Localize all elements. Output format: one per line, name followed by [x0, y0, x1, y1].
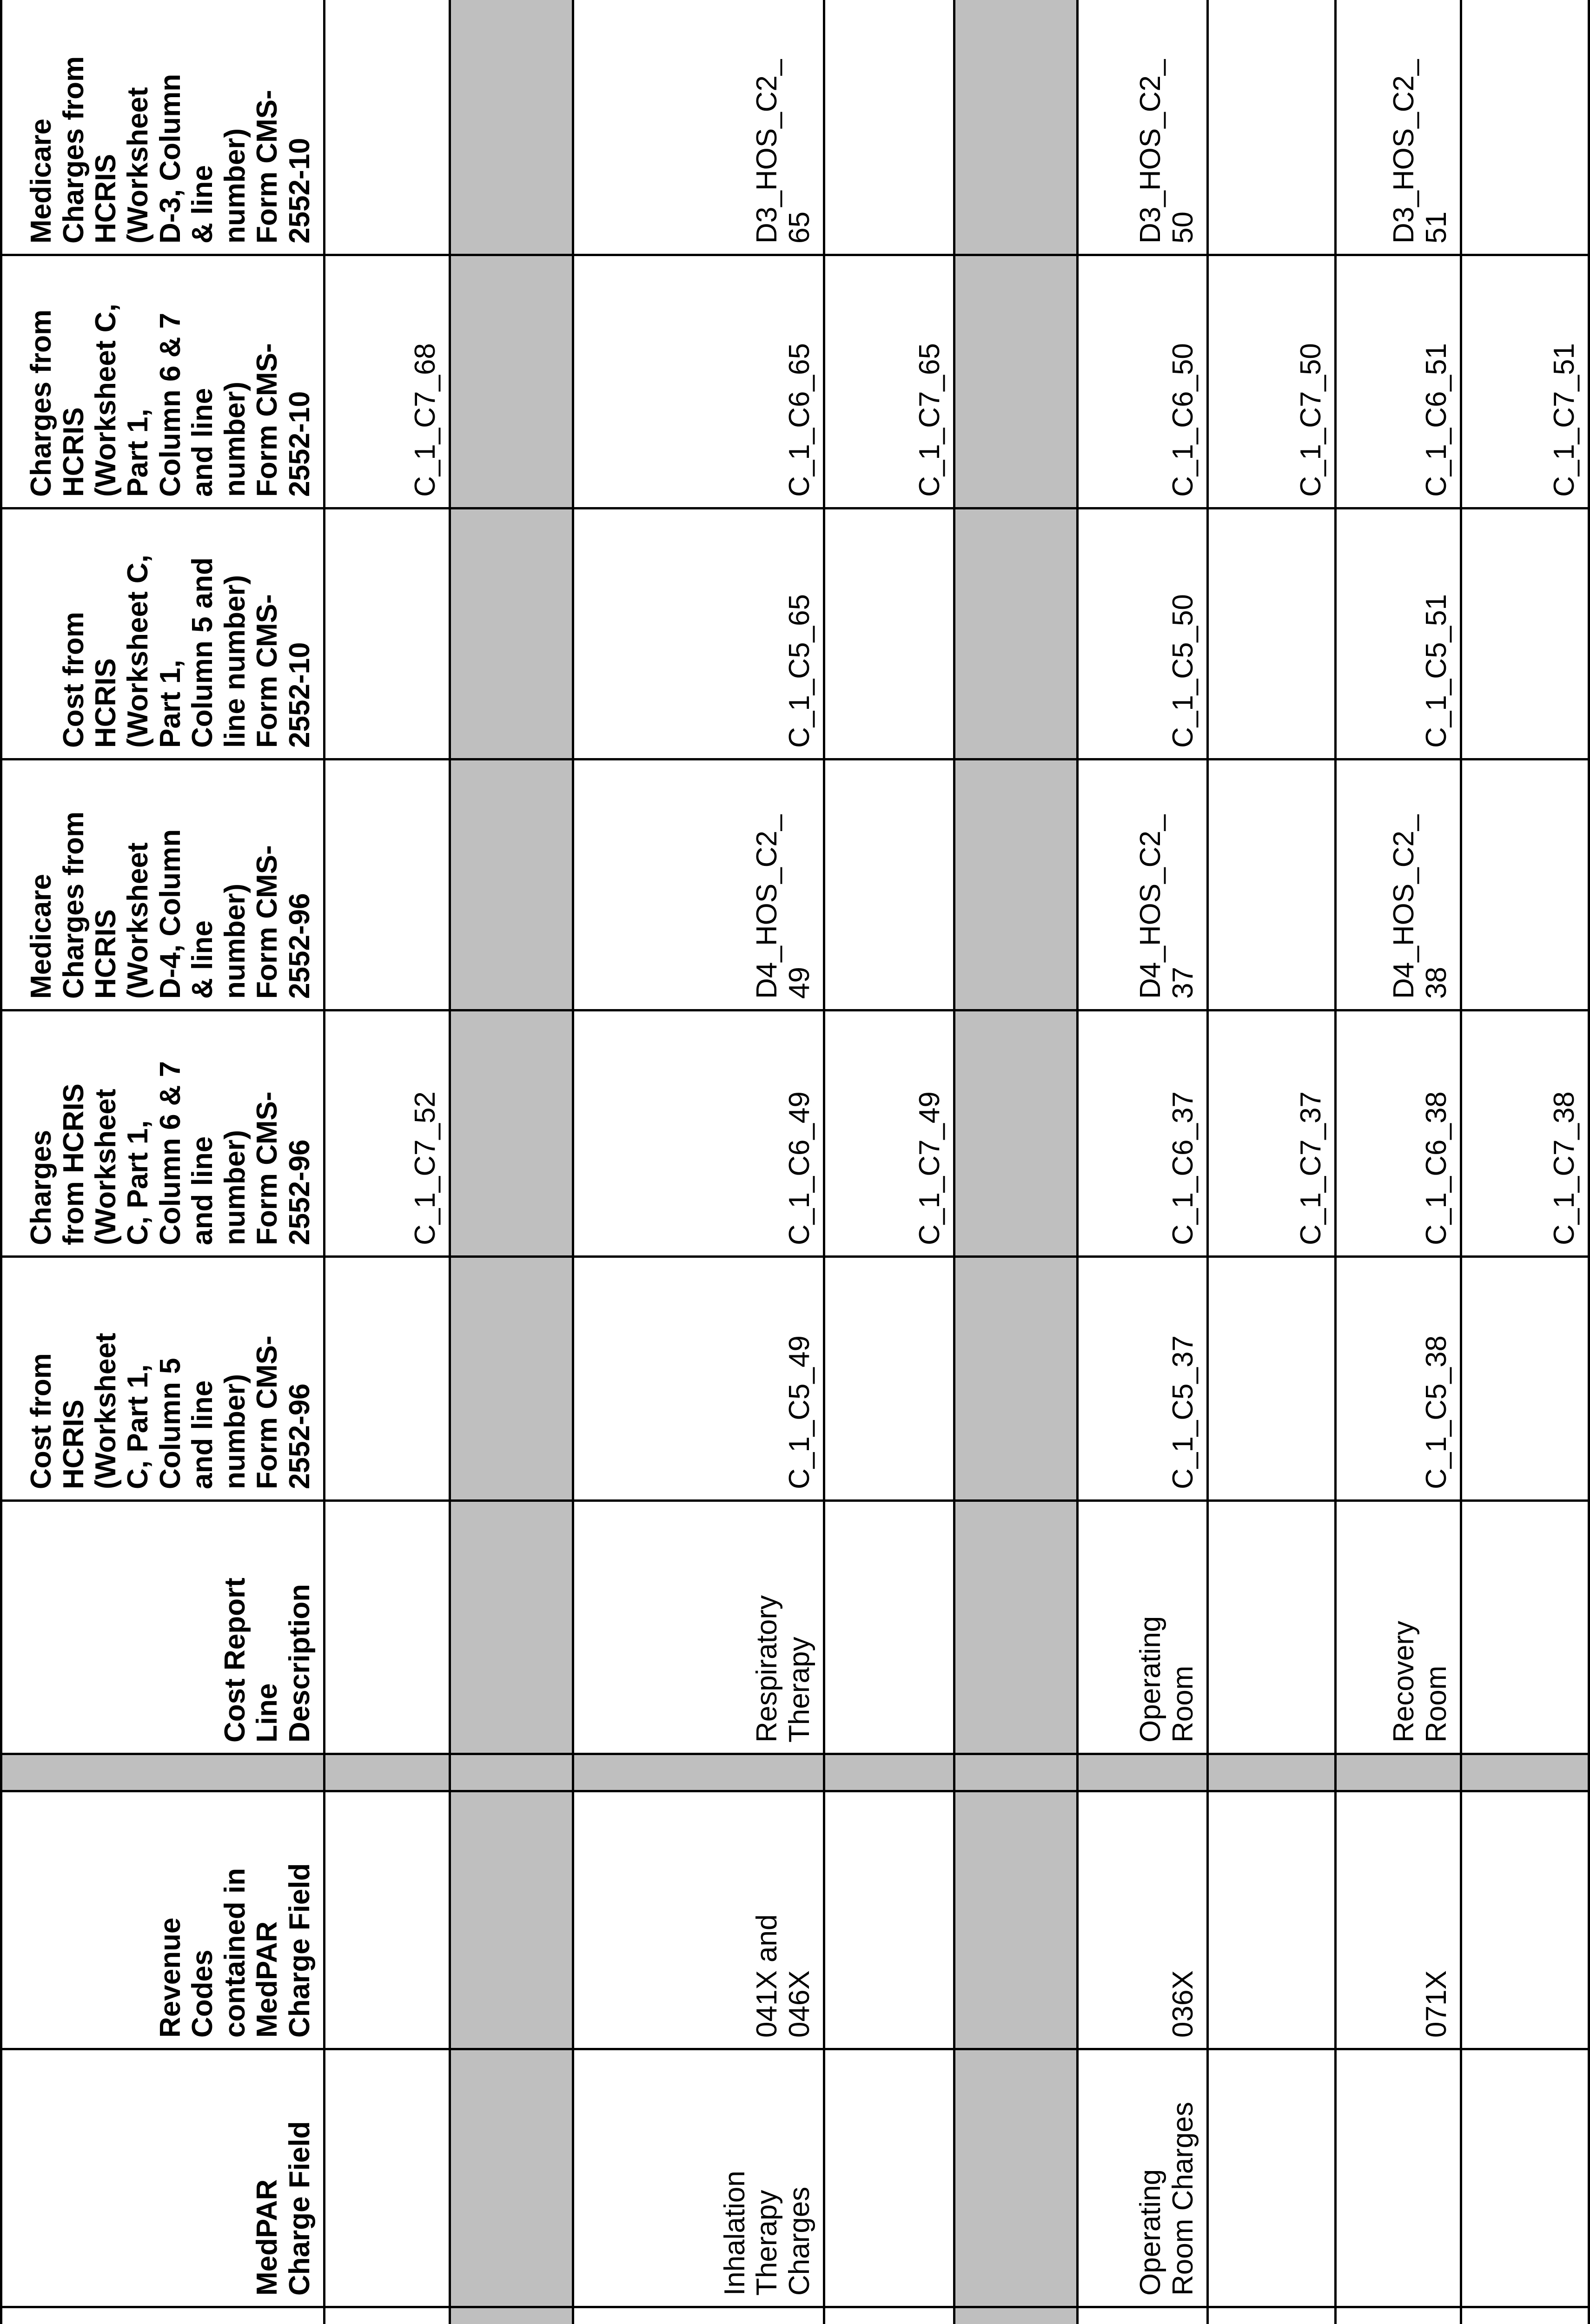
shaded-cell [954, 1754, 1078, 1791]
cell [1336, 2049, 1461, 2307]
cell [1208, 0, 1336, 255]
cell [824, 0, 954, 255]
shaded-cell [325, 1754, 450, 1791]
header-medpar-charge-field: MedPAR Charge Field [1, 2049, 325, 2307]
shaded-cell [450, 759, 573, 1010]
cell: C_1_C5_38 [1336, 1257, 1461, 1501]
table-row [1461, 0, 1589, 2324]
cell: C_1_C7_50 [1208, 255, 1336, 508]
cell: C_1_C6_65 [573, 255, 824, 508]
header-cost-center-group [1, 2307, 325, 2324]
shaded-cell [450, 1010, 573, 1257]
cell: C_1_C6_50 [1078, 255, 1208, 508]
cell: C_1_C5_65 [573, 508, 824, 759]
cell: D3_HOS_C2_ 51 [1336, 0, 1461, 255]
shaded-cell [954, 255, 1078, 508]
table-row [325, 0, 450, 2324]
shaded-cell [450, 2307, 573, 2324]
shaded-cell [954, 1257, 1078, 1501]
cell [1208, 2307, 1336, 2324]
cell: Operating Room Charges [1078, 2049, 1208, 2307]
cell: C_1_C5_37 [1078, 1257, 1208, 1501]
header-shaded-spacer [1, 1754, 325, 1791]
cell: Respiratory Therapy [573, 1501, 824, 1754]
cell [824, 1501, 954, 1754]
cell: D4_HOS_C2_ 49 [573, 759, 824, 1010]
cell [824, 1791, 954, 2049]
table-row [1208, 0, 1336, 2324]
header-charges-96: Charges from HCRIS (Worksheet C, Part 1, Column 6 & 7 and line number) Form CMS- 2552-96 [1, 1010, 325, 1257]
shaded-cell [573, 1754, 824, 1791]
shaded-cell [450, 1791, 573, 2049]
cell: C_1_C7_51 [1461, 255, 1589, 508]
cell [1461, 1791, 1589, 2049]
cell: 041X and 046X [573, 1791, 824, 2049]
cell: 036X [1078, 1791, 1208, 2049]
cell [1208, 759, 1336, 1010]
cell: Inhalation Therapy Charges [573, 2049, 824, 2307]
table-row [573, 0, 824, 2324]
cell: C_1_C7_68 [325, 255, 450, 508]
header-charges-10: Charges from HCRIS (Worksheet C, Part 1, Column 6 & 7 and line number) Form CMS- 2552-10 [1, 255, 325, 508]
cell [1461, 759, 1589, 1010]
shaded-cell [954, 1010, 1078, 1257]
shaded-row [954, 0, 1078, 2324]
shaded-cell [954, 1791, 1078, 2049]
table-row [1078, 0, 1208, 2324]
shaded-cell [954, 759, 1078, 1010]
cell: C_1_C5_50 [1078, 508, 1208, 759]
cell: D3_HOS_C2_ 50 [1078, 0, 1208, 255]
cell: 071X [1336, 1791, 1461, 2049]
cell [325, 1257, 450, 1501]
shaded-cell [450, 1257, 573, 1501]
cell: C_1_C6_38 [1336, 1010, 1461, 1257]
header-cost-report-line: Cost Report Line Description [1, 1501, 325, 1754]
header-cost-96: Cost from HCRIS (Worksheet C, Part 1, Column 5 and line number) Form CMS- 2552-96 [1, 1257, 325, 1501]
cell: C_1_C7_37 [1208, 1010, 1336, 1257]
cell [325, 759, 450, 1010]
header-cost-10: Cost from HCRIS (Worksheet C, Part 1, Column 5 and line number) Form CMS- 2552-10 [1, 508, 325, 759]
cell [1461, 1257, 1589, 1501]
shaded-cell [954, 0, 1078, 255]
shaded-row [450, 0, 573, 2324]
shaded-cell [824, 1754, 954, 1791]
cell: C_1_C7_38 [1461, 1010, 1589, 1257]
table-row [824, 0, 954, 2324]
cell [1461, 2049, 1589, 2307]
shaded-cell [450, 255, 573, 508]
cell [824, 508, 954, 759]
cell [325, 508, 450, 759]
cell: C_1_C6_51 [1336, 255, 1461, 508]
cell: C_1_C5_49 [573, 1257, 824, 1501]
header-medicare-charges-10: Medicare Charges from HCRIS (Worksheet D-3, Column & line number) Form CMS- 2552-10 [1, 0, 325, 255]
cell: C_1_C7_52 [325, 1010, 450, 1257]
cell [1208, 2049, 1336, 2307]
cell [1208, 1501, 1336, 1754]
header-row [1, 0, 325, 2324]
shaded-cell [954, 1501, 1078, 1754]
cell [325, 0, 450, 255]
cell: C_1_C6_49 [573, 1010, 824, 1257]
cell [1208, 1791, 1336, 2049]
shaded-cell [450, 0, 573, 255]
shaded-cell [450, 1754, 573, 1791]
shaded-cell [1336, 1754, 1461, 1791]
cell [824, 2307, 954, 2324]
cell: C_1_C7_65 [824, 255, 954, 508]
header-medicare-charges-96: Medicare Charges from HCRIS (Worksheet D-4, Column & line number) Form CMS- 2552-96 [1, 759, 325, 1010]
cell: D3_HOS_C2_ 65 [573, 0, 824, 255]
cell [1208, 508, 1336, 759]
shaded-cell [954, 2307, 1078, 2324]
cell [1208, 1257, 1336, 1501]
cell [824, 759, 954, 1010]
cell: C_1_C7_49 [824, 1010, 954, 1257]
shaded-cell [450, 1501, 573, 1754]
cell [1336, 2307, 1461, 2324]
shaded-cell [954, 2049, 1078, 2307]
cell: Recovery Room [1336, 1501, 1461, 1754]
shaded-cell [1078, 1754, 1208, 1791]
cell [325, 1501, 450, 1754]
table-row [1336, 0, 1461, 2324]
cell: C_1_C5_51 [1336, 508, 1461, 759]
cell [1461, 508, 1589, 759]
shaded-cell [450, 2049, 573, 2307]
cell [325, 1791, 450, 2049]
cell [325, 2049, 450, 2307]
cell [1461, 0, 1589, 255]
header-revenue-codes: Revenue Codes contained in MedPAR Charge Field [1, 1791, 325, 2049]
cell [1078, 2307, 1208, 2324]
cell [573, 2307, 824, 2324]
cell: Operating Room [1078, 1501, 1208, 1754]
cell [325, 2307, 450, 2324]
cell [824, 1257, 954, 1501]
cell [824, 2049, 954, 2307]
cell [1461, 2307, 1589, 2324]
shaded-cell [954, 508, 1078, 759]
shaded-cell [1461, 1754, 1589, 1791]
cell: D4_HOS_C2_ 37 [1078, 759, 1208, 1010]
cell: C_1_C6_37 [1078, 1010, 1208, 1257]
shaded-cell [1208, 1754, 1336, 1791]
shaded-cell [450, 508, 573, 759]
cell [1461, 1501, 1589, 1754]
cell: D4_HOS_C2_ 38 [1336, 759, 1461, 1010]
